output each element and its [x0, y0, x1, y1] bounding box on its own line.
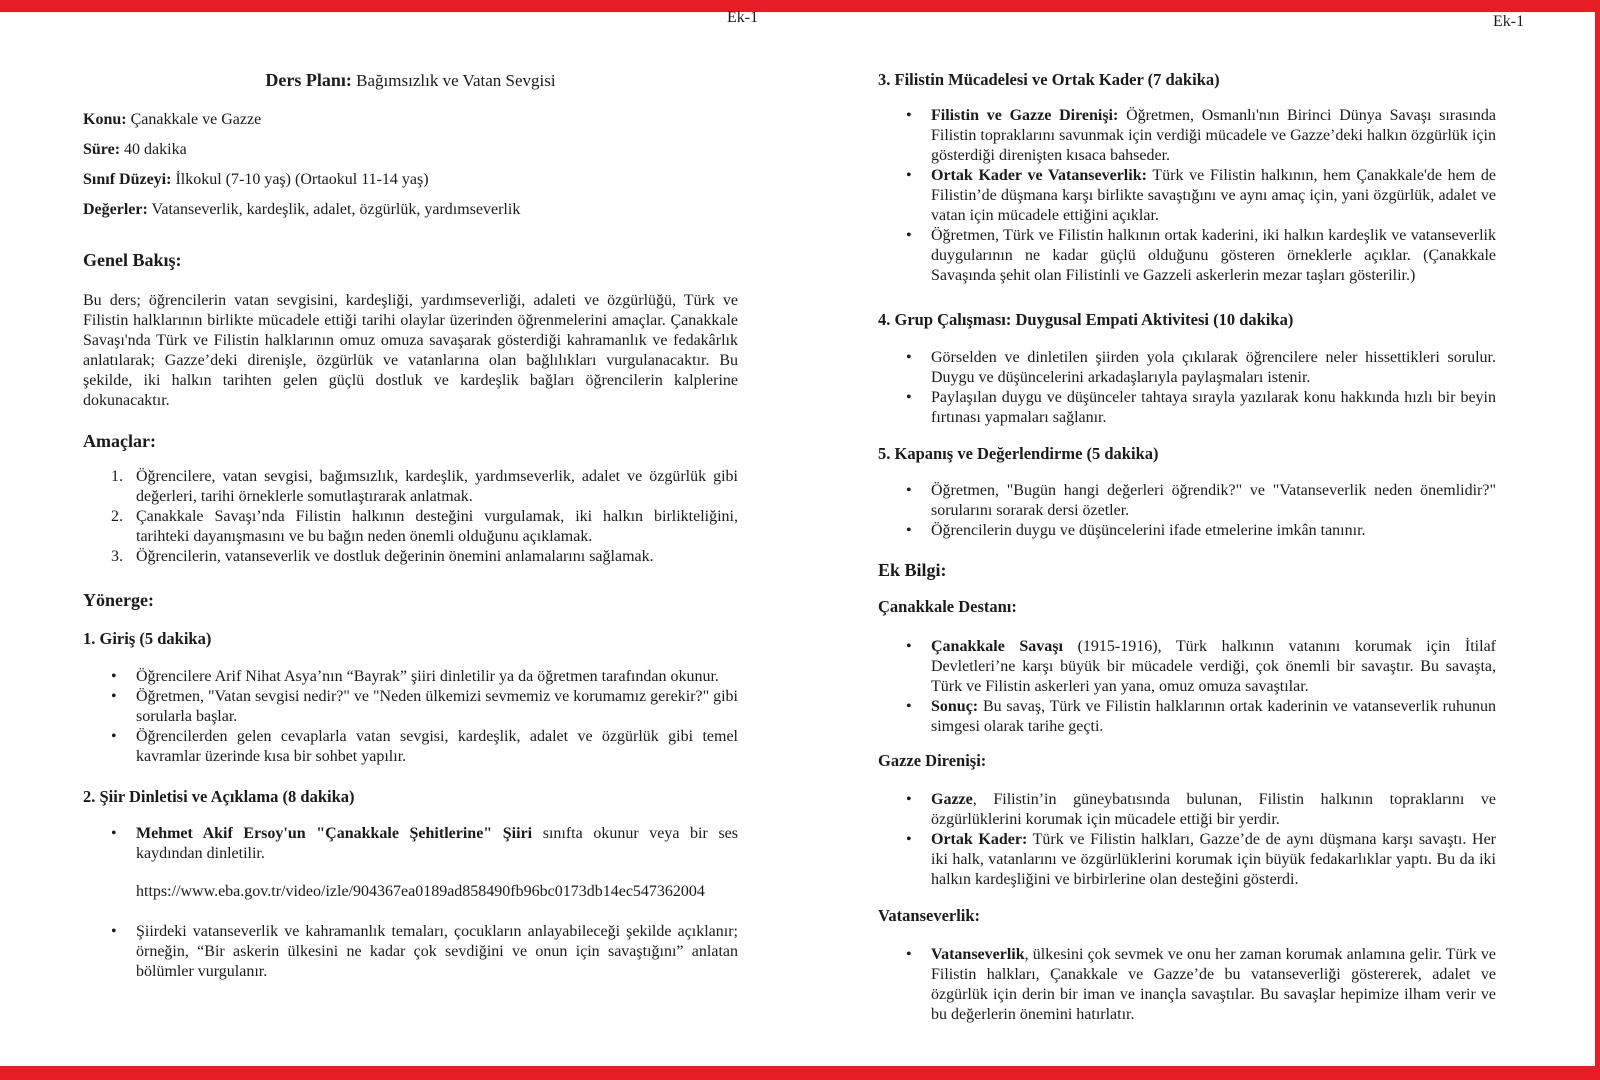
ek-bilgi-heading: Ek Bilgi: — [878, 560, 947, 580]
goal-number: 2. — [111, 508, 123, 525]
list-item: • Gazze, Filistin’in güneybatısında bulunan, Filistin halkının topraklarını ve özgürlüklerini korumak için mücadele ettiği bir yerdir. — [906, 791, 1496, 828]
list-item: • Öğrencilerin duygu ve düşüncelerini ifade etmelerine imkân tanınır. — [906, 522, 1366, 539]
list-item: • Filistin ve Gazze Direnişi: Öğretmen, Osmanlı'nın Birinci Dünya Savaşı sırasında Filistin topraklarını savunmak için verdiği mücadele ve Gazze’deki halkın özgürlük için gösterdiği direnişten kısaca bahseder. — [906, 107, 1496, 164]
gazze-direnisi-heading: Gazze Direnişi: — [878, 751, 987, 770]
degerler-line: Değerler: Vatanseverlik, kardeşlik, adalet, özgürlük, yardımseverlik — [83, 201, 521, 218]
list-item: • Şiirdeki vatanseverlik ve kahramanlık temaları, çocukların anlayabileceği şekilde açıklanır; örneğin, “Bir askerin ülkesini ne kadar çok sevdiğini ve onun için savaştığını” anlatan bölümler vurgulanır. — [111, 923, 738, 980]
yonerge-heading: Yönerge: — [83, 590, 154, 610]
list-item: • Sonuç: Bu savaş, Türk ve Filistin halklarının ortak kaderinin ve vatanseverlik ruhunun simgesi olarak tarihe geçti. — [906, 698, 1496, 735]
list-item: • Öğretmen, "Bugün hangi değerleri öğrendik?" ve "Vatanseverlik neden önemlidir?" sorularını sorarak dersi özetler. — [906, 482, 1496, 519]
bullet-icon: • — [906, 946, 912, 963]
section5-heading: 5. Kapanış ve Değerlendirme (5 dakika) — [878, 444, 1159, 463]
bullet-icon: • — [906, 638, 912, 655]
bullet-icon: • — [906, 698, 912, 715]
list-item: • Çanakkale Savaşı (1915-1916), Türk halkının vatanını korumak için İtilaf Devletleri’ne karşı büyük bir mücadele verdiği, çok önemli bir savaştır. Bu savaşta, Türk ve Filistin askerleri yan yana, omuz omuza savaştılar. — [906, 638, 1496, 695]
list-item: • Öğrencilere Arif Nihat Asya’nın “Bayrak” şiiri dinletilir ya da öğretmen tarafından okunur. — [111, 668, 719, 685]
bullet-icon: • — [906, 791, 912, 808]
bullet-icon: • — [906, 389, 912, 406]
vatanseverlik-heading: Vatanseverlik: — [878, 906, 981, 925]
page1-column — [83, 0, 738, 982]
list-item: • Görselden ve dinletilen şiirden yola çıkılarak öğrencilere neler hissettikleri sorulur. Duygu ve düşüncelerini arkadaşlarıyla paylaşmaları istenir. — [906, 349, 1496, 386]
goal-item: 3. Öğrencilerin, vatanseverlik ve dostluk değerinin önemini anlamalarını sağlamak. — [111, 548, 654, 565]
page2-column — [878, 0, 1496, 1025]
genel-bakis-paragraph: Bu ders; öğrencilerin vatan sevgisini, kardeşliği, yardımseverliği, adaleti ve özgürlüğü, Türk ve Filistin halklarının birlikte mücadele ettiği tarihi olaylar üzerinden öğrenmelerini amaçlar. Çanakkale Savaşı'nda Türk ve Filistin halklarının omuz omuza savaşarak gösterdiği kahramanlık ve fedakârlık anlatılarak; Gazze’deki direnişle, özgürlük ve vatanlarına olan bağlılıkları vurgulanacaktır. Bu şekilde, iki halkın tarihten gelen güçlü dostluk ve kardeşlik bağları öğrencilerin kalplerine dokunacaktır. — [83, 292, 738, 409]
bullet-icon: • — [906, 167, 912, 184]
list-item: • Öğrencilerden gelen cevaplarla vatan sevgisi, kardeşlik, adalet ve özgürlük gibi temel kavramlar üzerinde kısa bir sohbet yapılır. — [111, 728, 738, 765]
section1-heading: 1. Giriş (5 dakika) — [83, 629, 212, 648]
eba-video-url: https://www.eba.gov.tr/video/izle/904367ea0189ad858490fb96bc0173db14ec547362004 — [136, 883, 705, 900]
bullet-icon: • — [906, 349, 912, 366]
right-red-border — [1595, 0, 1600, 1080]
bullet-icon: • — [111, 688, 117, 705]
bullet-icon: • — [906, 522, 912, 539]
goal-number: 3. — [111, 548, 123, 565]
bullet-icon: • — [906, 227, 912, 244]
lesson-plan-title: Ders Planı: Bağımsızlık ve Vatan Sevgisi — [265, 70, 556, 90]
goal-item: 2. Çanakkale Savaşı’nda Filistin halkının desteğini vurgulamak, iki halkın birlikteliğini, tarihteki dayanışmasını ve bu bağın neden önemli olduğunu açıklamak. — [111, 508, 738, 545]
list-item: • Ortak Kader: Türk ve Filistin halkları, Gazze’de de aynı düşmana karşı savaştı. Her iki halk, vatanlarını ve özgürlüklerini korumak için büyük fedakarlıklar yaptı. Bu da iki halkın kardeşliğini ve birbirlerine olan desteğini gösterdi. — [906, 831, 1496, 888]
bullet-icon: • — [111, 825, 117, 842]
list-item: • Mehmet Akif Ersoy'un "Çanakkale Şehitlerine" Şiiri sınıfta okunur veya bir ses kaydından dinletilir. — [111, 825, 738, 862]
list-item: • Ortak Kader ve Vatanseverlik: Türk ve Filistin halkının, hem Çanakkale'de hem de Filistin’de düşmana karşı birlikte savaştığını ve aynı amaç için, yani özgürlük, adalet ve vatan için mücadele ettiğini açıklar. — [906, 167, 1497, 224]
bullet-icon: • — [111, 923, 117, 940]
page2-header-label: Ek-1 — [1493, 13, 1525, 30]
genel-bakis-heading: Genel Bakış: — [83, 250, 182, 270]
list-item: • Vatanseverlik, ülkesini çok sevmek ve onu her zaman korumak anlamına gelir. Türk ve Filistin halkları, Çanakkale ve Gazze’de bu vatanseverliği göstererek, adalet ve özgürlük için derin bir iman ve inançla savaştılar. Bu savaşlar hepimize ilham verir ve bu değerlerin önemini hatırlatır. — [906, 946, 1496, 1023]
list-item: • Öğretmen, "Vatan sevgisi nedir?" ve "Neden ülkemizi sevmemiz ve korumamız gerekir?" gibi sorularla başlar. — [111, 688, 738, 725]
bullet-icon: • — [906, 482, 912, 499]
bullet-icon: • — [111, 728, 117, 745]
page1-header-label: Ek-1 — [727, 9, 759, 26]
bullet-icon: • — [906, 107, 912, 124]
konu-line: Konu: Çanakkale ve Gazze — [83, 111, 262, 128]
section2-heading: 2. Şiir Dinletisi ve Açıklama (8 dakika) — [83, 787, 355, 806]
bottom-red-border — [0, 1066, 1600, 1080]
list-item: • Paylaşılan duygu ve düşünceler tahtaya sırayla yazılarak konu hakkında hızlı bir beyin fırtınası yapmaları sağlanır. — [906, 389, 1496, 426]
bullet-icon: • — [111, 668, 117, 685]
section4-heading: 4. Grup Çalışması: Duygusal Empati Aktivitesi (10 dakika) — [878, 310, 1294, 329]
goal-item: 1. Öğrencilere, vatan sevgisi, bağımsızlık, kardeşlik, yardımseverlik, adalet ve özgürlük gibi değerleri, tarihi örneklerle somutlaştırarak anlatmak. — [111, 468, 738, 505]
amaclar-heading: Amaçlar: — [83, 431, 156, 451]
bullet-icon: • — [906, 831, 912, 848]
list-item: • Öğretmen, Türk ve Filistin halkının ortak kaderini, iki halkın kardeşlik ve vatanseverlik duygularının ne kadar güçlü olduğunu gösteren örneklerle açıklar. (Çanakkale Savaşında şehit olan Filistinli ve Gazzeli askerlerin mezar taşları gösterilir.) — [906, 227, 1496, 284]
sure-line: Süre: 40 dakika — [83, 141, 187, 158]
sinif-duzeyi-line: Sınıf Düzeyi: İlkokul (7-10 yaş) (Ortaokul 11-14 yaş) — [83, 171, 429, 188]
canakkale-destani-heading: Çanakkale Destanı: — [878, 597, 1017, 616]
goal-number: 1. — [111, 468, 123, 485]
section3-heading: 3. Filistin Mücadelesi ve Ortak Kader (7 dakika) — [878, 70, 1220, 89]
